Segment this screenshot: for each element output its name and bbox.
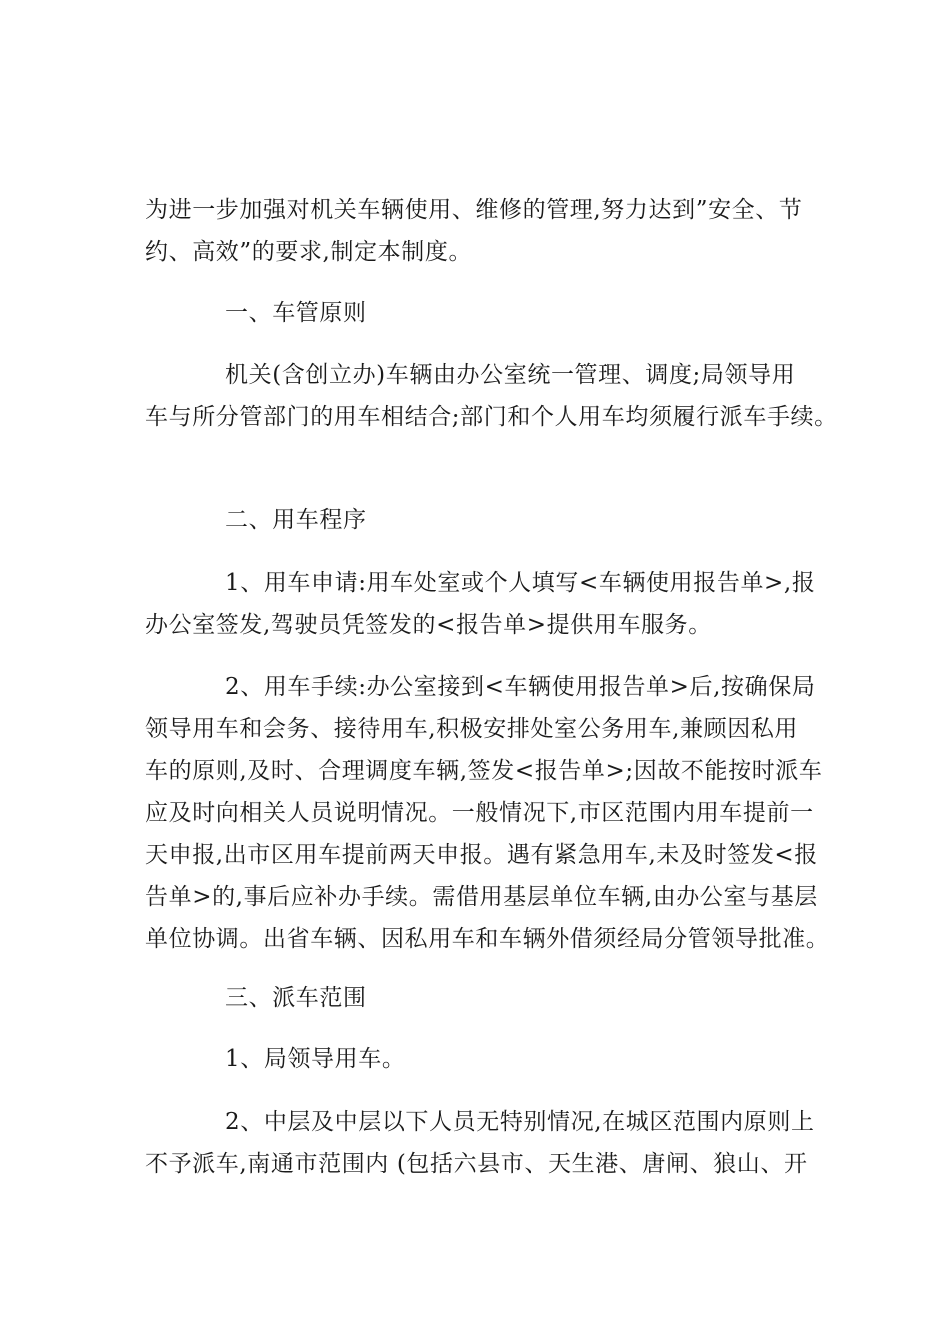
- section2-item-2: [145, 666, 830, 960]
- section2-item-1: [145, 562, 816, 646]
- section-heading-1: [145, 292, 810, 334]
- text-line: 2、中层及中层以下人员无特别情况,在城区范围内原则上: [225, 1109, 815, 1135]
- section3-item-2: [145, 1101, 815, 1185]
- section-heading-3: [145, 977, 810, 1019]
- section-heading-2: [145, 499, 810, 541]
- text-line: 不予派车,南通市范围内 (包括六县市、天生港、唐闸、狼山、开: [145, 1151, 808, 1177]
- text-line: 车的原则,及时、合理调度车辆,签发<报告单>;因故不能按时派车: [145, 758, 823, 784]
- heading-text: 一、车管原则: [225, 300, 367, 326]
- text-line: 机关(含创立办)车辆由办公室统一管理、调度;局领导用: [225, 362, 796, 388]
- heading-text: 二、用车程序: [225, 507, 367, 533]
- heading-text: 三、派车范围: [225, 985, 367, 1011]
- text-line: 2、用车手续:办公室接到<车辆使用报告单>后,按确保局: [225, 674, 816, 700]
- text-line: 应及时向相关人员说明情况。一般情况下,市区范围内用车提前一: [145, 800, 814, 826]
- text-line: 约、高效”的要求,制定本制度。: [145, 239, 473, 265]
- text-line: 领导用车和会务、接待用车,积极安排处室公务用车,兼顾因私用: [145, 716, 799, 742]
- text-line: 办公室签发,驾驶员凭签发的<报告单>提供用车服务。: [145, 612, 712, 638]
- intro-paragraph: [145, 189, 810, 273]
- text-line: 1、局领导用车。: [225, 1046, 406, 1072]
- section1-paragraph: [145, 354, 838, 438]
- section3-item-1: [145, 1038, 810, 1080]
- text-line: 单位协调。出省车辆、因私用车和车辆外借须经局分管领导批准。: [145, 926, 830, 952]
- text-line: 为进一步加强对机关车辆使用、维修的管理,努力达到”安全、节: [145, 197, 803, 223]
- text-line: 车与所分管部门的用车相结合;部门和个人用车均须履行派车手续。: [145, 404, 838, 430]
- text-line: 告单>的,事后应补办手续。需借用基层单位车辆,由办公室与基层: [145, 884, 818, 910]
- text-line: 天申报,出市区用车提前两天申报。遇有紧急用车,未及时签发<报: [145, 842, 818, 868]
- text-line: 1、用车申请:用车处室或个人填写<车辆使用报告单>,报: [225, 570, 816, 596]
